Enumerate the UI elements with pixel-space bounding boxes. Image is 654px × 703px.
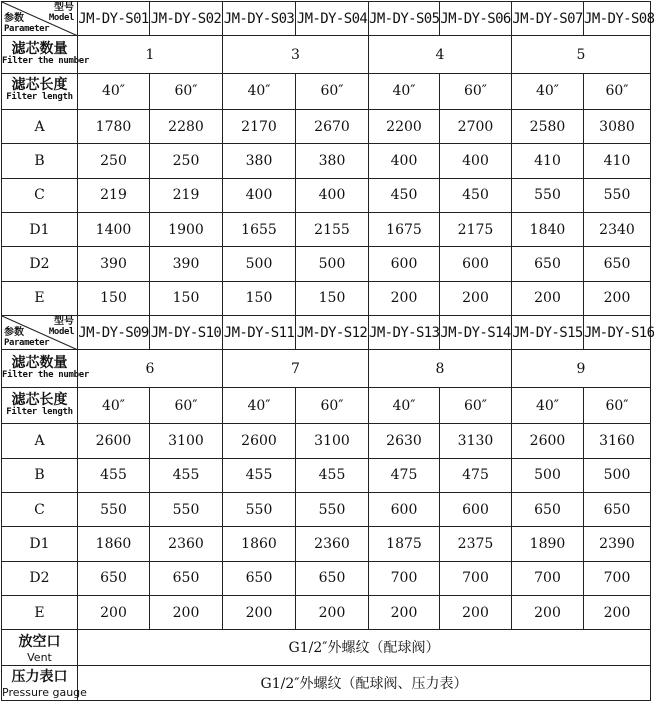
dimension-value: 200 [584,595,651,629]
dimension-value: 2670 [296,110,369,144]
dimension-value: 219 [78,178,150,212]
dimension-value: 1780 [78,110,150,144]
filter-length-cell: 60″ [584,387,651,423]
dimension-row [2,492,651,526]
filter-length-cell: 40″ [369,387,440,423]
dimension-label: D2 [2,247,78,281]
filter-count-label-zh: 滤芯数量 [11,354,68,371]
dimension-value: 200 [512,281,584,315]
dimension-value: 2600 [78,424,150,458]
dimension-row [2,110,651,144]
dimension-value: 455 [223,458,296,492]
dimension-value: 550 [512,178,584,212]
filter-length-label-zh: 滤芯长度 [11,391,68,408]
corner-param-zh: 参数 [4,13,24,25]
corner-model-en: Model [48,327,74,338]
model-cell: JM-DY-S07 [512,2,584,36]
model-cell: JM-DY-S04 [296,2,369,36]
dimension-value: 475 [440,458,512,492]
dimension-value: 200 [150,595,223,629]
dimension-value: 1675 [369,213,440,247]
filter-count-cell: 5 [512,36,651,73]
filter-count-label-en: Filter the number [2,55,90,66]
corner-param-en: Parameter [4,338,50,349]
model-cell: JM-DY-S08 [584,2,651,36]
vent-label-zh: 放空口 [18,633,61,650]
model-cell: JM-DY-S03 [223,2,296,36]
dimension-value: 3100 [296,424,369,458]
pressure-gauge-label-zh: 压力表口 [11,669,68,686]
dimension-label: E [2,281,78,315]
dimension-value: 150 [78,281,150,315]
vent-label [2,630,78,665]
dimension-label: A [2,110,78,144]
dimension-value: 410 [512,144,584,178]
dimension-value: 650 [584,492,651,526]
dimension-value: 650 [296,561,369,595]
filter-length-cell: 60″ [296,387,369,423]
dimension-value: 550 [78,492,150,526]
dimension-value: 1400 [78,213,150,247]
filter-count-row [2,36,651,73]
dimension-value: 3160 [584,424,651,458]
filter-count-label-en: Filter the number [2,369,90,380]
dimension-value: 2700 [440,110,512,144]
dimension-value: 700 [440,561,512,595]
dimension-value: 1655 [223,213,296,247]
dimension-value: 200 [78,595,150,629]
dimension-value: 650 [512,492,584,526]
corner-model-label [49,317,74,337]
dimension-row [2,178,651,212]
filter-length-row [2,73,651,109]
filter-count-cell: 3 [223,36,369,73]
model-cell: JM-DY-S11 [223,316,296,350]
filter-length-cell: 40″ [78,387,150,423]
dimension-value: 2340 [584,213,651,247]
dimension-value: 2155 [296,213,369,247]
dimension-value: 3080 [584,110,651,144]
dimension-value: 700 [369,561,440,595]
dimension-value: 2375 [440,527,512,561]
dimension-value: 1875 [369,527,440,561]
corner-parameter-label [4,328,49,348]
dimension-label: B [2,458,78,492]
dimension-value: 390 [150,247,223,281]
filter-length-cell: 40″ [223,73,296,109]
corner-model-label [49,3,74,23]
model-header-row [2,316,651,350]
dimension-value: 500 [512,458,584,492]
dimension-row [2,213,651,247]
dimension-value: 550 [223,492,296,526]
model-cell: JM-DY-S01 [78,2,150,36]
filter-count-cell: 6 [78,350,223,387]
dimension-value: 455 [150,458,223,492]
filter-count-label-zh: 滤芯数量 [11,40,68,57]
corner-cell [2,2,78,36]
dimension-value: 1890 [512,527,584,561]
dimension-value: 455 [296,458,369,492]
filter-length-cell: 40″ [512,387,584,423]
dimension-row [2,561,651,595]
dimension-value: 150 [223,281,296,315]
model-cell: JM-DY-S05 [369,2,440,36]
dimension-value: 200 [440,281,512,315]
filter-length-cell: 60″ [296,73,369,109]
dimension-value: 1840 [512,213,584,247]
dimension-value: 650 [584,247,651,281]
dimension-value: 380 [223,144,296,178]
dimension-value: 700 [584,561,651,595]
dimension-row [2,458,651,492]
dimension-value: 400 [223,178,296,212]
dimension-value: 200 [440,595,512,629]
filter-count-cell: 1 [78,36,223,73]
dimension-value: 650 [223,561,296,595]
dimension-value: 150 [150,281,223,315]
dimension-row [2,424,651,458]
dimension-value: 200 [296,595,369,629]
filter-length-cell: 60″ [440,387,512,423]
model-cell: JM-DY-S10 [150,316,223,350]
dimension-value: 650 [512,247,584,281]
model-header-row [2,2,651,36]
corner-model-zh: 型号 [54,2,74,13]
corner-param-zh: 参数 [4,327,24,339]
dimension-value: 200 [584,281,651,315]
dimension-row [2,281,651,315]
dimension-row [2,595,651,629]
filter-length-cell: 40″ [512,73,584,109]
model-cell: JM-DY-S09 [78,316,150,350]
dimension-value: 400 [440,144,512,178]
dimension-label: D2 [2,561,78,595]
filter-length-cell: 60″ [150,73,223,109]
dimension-value: 2280 [150,110,223,144]
model-cell: JM-DY-S13 [369,316,440,350]
dimension-value: 2630 [369,424,440,458]
model-cell: JM-DY-S02 [150,2,223,36]
dimension-value: 600 [440,247,512,281]
corner-parameter-label [4,14,49,34]
filter-length-label [2,73,78,109]
dimension-label: A [2,424,78,458]
filter-length-cell: 40″ [369,73,440,109]
dimension-value: 200 [223,595,296,629]
dimension-value: 2580 [512,110,584,144]
filter-length-label-en: Filter length [6,406,73,417]
dimension-value: 200 [369,595,440,629]
filter-length-row [2,387,651,423]
dimension-row [2,527,651,561]
dimension-value: 2175 [440,213,512,247]
vent-value: G1/2″外螺纹（配球阀） [78,630,651,665]
dimension-value: 450 [369,178,440,212]
dimension-value: 2390 [584,527,651,561]
model-cell: JM-DY-S12 [296,316,369,350]
pressure-gauge-value: G1/2″外螺纹（配球阀、压力表） [78,665,651,700]
dimension-value: 400 [296,178,369,212]
dimension-value: 455 [78,458,150,492]
filter-count-label [2,350,90,387]
dimension-value: 550 [584,178,651,212]
model-cell: JM-DY-S06 [440,2,512,36]
dimension-value: 600 [369,247,440,281]
dimension-value: 200 [369,281,440,315]
vent-label-en: Vent [27,650,52,664]
model-cell: JM-DY-S14 [440,316,512,350]
dimension-value: 219 [150,178,223,212]
dimension-value: 700 [512,561,584,595]
dimension-row [2,247,651,281]
dimension-label: D1 [2,527,78,561]
dimension-value: 400 [369,144,440,178]
filter-length-cell: 60″ [150,387,223,423]
filter-count-cell: 7 [223,350,369,387]
filter-count-label [2,36,90,73]
corner-param-en: Parameter [4,24,50,35]
dimension-value: 600 [369,492,440,526]
dimension-value: 1900 [150,213,223,247]
filter-count-cell: 4 [369,36,512,73]
dimension-value: 2200 [369,110,440,144]
filter-length-cell: 60″ [584,73,651,109]
dimension-value: 3100 [150,424,223,458]
dimension-value: 500 [223,247,296,281]
filter-length-label-zh: 滤芯长度 [11,77,68,94]
dimension-value: 410 [584,144,651,178]
dimension-value: 250 [150,144,223,178]
filter-length-cell: 40″ [78,73,150,109]
dimension-value: 250 [78,144,150,178]
corner-cell [2,316,78,350]
dimension-value: 200 [512,595,584,629]
pressure-gauge-label-en: Pressure gauge [2,686,87,700]
spec-table [1,1,654,701]
dimension-value: 2360 [296,527,369,561]
dimension-value: 450 [440,178,512,212]
dimension-value: 600 [440,492,512,526]
dimension-label: E [2,595,78,629]
model-cell: JM-DY-S15 [512,316,584,350]
dimension-value: 2170 [223,110,296,144]
pressure-gauge-label [2,665,87,700]
dimension-label: B [2,144,78,178]
filter-count-cell: 9 [512,350,651,387]
dimension-value: 475 [369,458,440,492]
dimension-label: C [2,178,78,212]
filter-count-row [2,350,651,387]
dimension-value: 1860 [223,527,296,561]
pressure-gauge-row [2,665,651,700]
model-cell: JM-DY-S16 [584,316,651,350]
dimension-value: 2600 [512,424,584,458]
filter-length-cell: 40″ [223,387,296,423]
dimension-value: 2600 [223,424,296,458]
dimension-value: 150 [296,281,369,315]
dimension-value: 380 [296,144,369,178]
dimension-value: 500 [584,458,651,492]
filter-length-label [2,387,78,423]
dimension-label: C [2,492,78,526]
corner-model-zh: 型号 [54,316,74,328]
dimension-value: 650 [150,561,223,595]
filter-count-cell: 8 [369,350,512,387]
corner-model-en: Model [48,13,74,23]
filter-length-cell: 60″ [440,73,512,109]
dimension-value: 550 [150,492,223,526]
filter-length-label-en: Filter length [6,92,73,103]
dimension-row [2,144,651,178]
dimension-value: 2360 [150,527,223,561]
dimension-value: 550 [296,492,369,526]
dimension-label: D1 [2,213,78,247]
dimension-value: 1860 [78,527,150,561]
dimension-value: 500 [296,247,369,281]
vent-row [2,630,651,665]
dimension-value: 390 [78,247,150,281]
dimension-value: 650 [78,561,150,595]
dimension-value: 3130 [440,424,512,458]
